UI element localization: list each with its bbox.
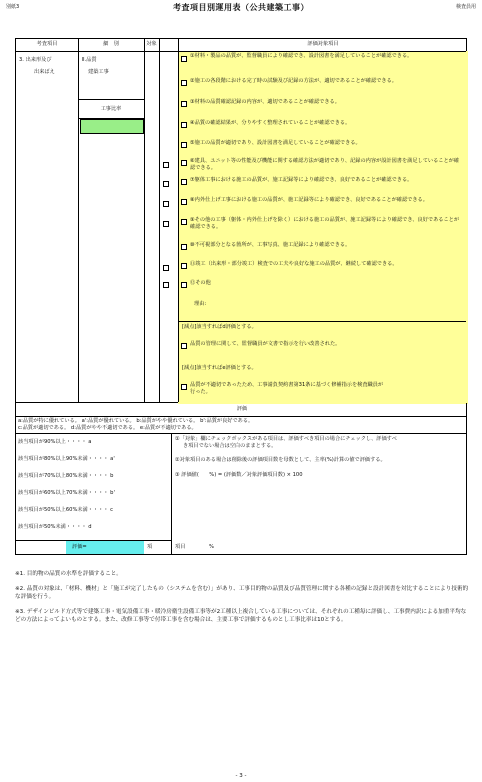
instruction-3: ③ 評価値( %) = (評価数／対象評価項目数) × 100 xyxy=(175,472,303,478)
page-title: 考査項目別運用表（公共建築工事） xyxy=(173,3,309,12)
instruction-1b: き項目でない場合は空白のままとする。 xyxy=(183,443,277,449)
category-line2: 出来ばえ xyxy=(34,69,55,75)
target-checkbox-6[interactable] xyxy=(163,162,169,168)
item-checkbox-11[interactable] xyxy=(181,263,187,269)
criterion-d: 該当項目が50%未満・・・・ d xyxy=(18,524,92,530)
item-checkbox-9[interactable] xyxy=(181,219,187,225)
item-6: ⑥建具、ユニット等の性能及び機能に関する確認方法が適切であり、記録の内容が設計図書を満足していることが確認できる。 xyxy=(190,158,460,171)
weight-label: 工事比率 xyxy=(78,99,144,119)
evaluation-percent: % xyxy=(209,544,214,550)
item-checkbox-5[interactable] xyxy=(181,142,187,148)
item-7: ⑦躯体工事における施工の品質が、施工記録等により確認でき、良好であることが確認できる。 xyxy=(190,177,413,183)
weight-input[interactable] xyxy=(80,119,144,134)
page-number: - 3 - xyxy=(235,773,247,779)
item-3: ③材料の品質確認記録の内容が、適切であることが確認できる。 xyxy=(190,99,340,105)
item-1: ①材料・製品の品質が、監督職員により確認でき、設計図書を満足していることが確認できる。 xyxy=(190,53,413,59)
item-4: ④品質の確認結果が、分りやすく整理されていることが確認できる。 xyxy=(190,120,351,126)
criterion-c: 該当項目が50%以上60%未満・・・・ c xyxy=(18,507,113,513)
item-checkbox-6[interactable] xyxy=(181,160,187,166)
target-checkbox-12[interactable] xyxy=(163,282,169,288)
evaluation-items-label: 項目 xyxy=(175,544,186,550)
instruction-2: ②対象項目のある場合は削除後の評価項目数を母数として、主率(%)計算の値で評価する。 xyxy=(175,457,386,463)
evaluation-section xyxy=(15,403,467,555)
subcategory-line2: 建築工事 xyxy=(88,69,109,75)
item-checkbox-3[interactable] xyxy=(181,101,187,107)
item-11: ⑪竣工（出来形・部分竣工）検査での工夫や良好な施工の品質が、継続して確認できる。 xyxy=(190,261,398,267)
item-checkbox-8[interactable] xyxy=(181,199,187,205)
deduction-e-item: 品質が不適切であったため、工事請負契約書第31条に基づく修補指示を検査職員が xyxy=(190,382,384,388)
evaluation-unit: 項 xyxy=(147,544,153,550)
deduction-d-note: [減点]該当すればd評価とする。 xyxy=(182,324,257,330)
item-2: ②施工の各段階における完了時の試験及び記録の方法が、適切であることが確認できる。 xyxy=(190,78,397,84)
column-header-items: 評価対象項目 xyxy=(307,41,339,47)
criterion-b: 該当項目が70%以上80%未満・・・・ b xyxy=(18,473,114,479)
note-2: ※2. 品質の対象は、「材料、機材」と「施工が完了したもの（システムを含む）」があり、工事目的物の品質及び品質管理に関する各種の記録と設計図書を対比することにより技術的な評価を行う。 xyxy=(15,586,469,600)
item-checkbox-4[interactable] xyxy=(181,122,187,128)
deduction-e-checkbox[interactable] xyxy=(181,384,187,390)
target-checkbox-11[interactable] xyxy=(163,265,169,271)
subcategory-line1: Ⅱ.品質 xyxy=(82,57,97,63)
category-line1: 3. 出来形及び xyxy=(19,57,52,63)
target-checkbox-9[interactable] xyxy=(163,221,169,227)
criterion-a: 該当項目が90%以上・・・・ a xyxy=(18,439,92,445)
criterion-b-prime: 該当項目が60%以上70%未満・・・・ b' xyxy=(18,490,115,496)
item-checkbox-1[interactable] xyxy=(181,56,187,62)
instruction-1a: ①「対象」欄にチェックボックスがある項目は、評価すべき項目の場合にチェックし、評価すべ xyxy=(175,436,397,442)
target-checkbox-7[interactable] xyxy=(163,181,169,187)
item-12: ⑫その他 xyxy=(190,280,211,286)
column-header-subcategory: 細 別 xyxy=(103,41,119,47)
item-8: ⑧内外仕上げ工事における施工の品質が、施工記録等により確認でき、良好であることが確認できる。 xyxy=(190,197,428,203)
deduction-d-checkbox[interactable] xyxy=(181,343,187,349)
evaluation-title: 評価 xyxy=(236,406,248,412)
note-3: ※3. デザインビルド方式等で建築工事・電気設備工事・暖冷房衛生設備工事等が2工種以上複合している工事については、それぞれの工種毎に評価し、工事費内訳による加重平均などの方法によってよいものとする。また、改修工事等で付帯工事を含む場合は、主要工事で評価するものとし工事比率は10とする。 xyxy=(15,609,467,623)
item-9: ⑨その他の工事（躯体・内外仕上げを除く）における施工の品質が、施工記録等により確認でき、良好であることが確認できる。 xyxy=(190,217,460,230)
item-checkbox-2[interactable] xyxy=(181,80,187,86)
deduction-d-item: 品質の管理に関して、監督職員が文書で指示を行い改善された。 xyxy=(190,341,341,347)
criterion-a-prime: 該当項目が80%以上90%未満・・・・ a' xyxy=(18,456,115,462)
reason-label: 理由: xyxy=(194,301,207,307)
audience-label: 検査員用 xyxy=(455,4,476,10)
column-header-category: 考査項目 xyxy=(36,41,58,47)
grade-legend-2: c:品質が適切である。 d:品質がやや不適切である。 e:品質が不適切である。 xyxy=(18,425,197,431)
column-header-target: 対象 xyxy=(146,41,157,47)
deduction-e-note: [減点]該当すればe評価とする。 xyxy=(182,365,257,371)
document-id: 別紙3 xyxy=(6,4,20,10)
item-10: ⑩不可視部分となる箇所が、工事写真、施工記録により確認できる。 xyxy=(190,242,351,248)
item-checkbox-7[interactable] xyxy=(181,179,187,185)
note-1: ※1. 目的物の品質の水準を評価すること。 xyxy=(15,571,122,577)
item-checkbox-12[interactable] xyxy=(181,282,187,288)
evaluation-table xyxy=(15,38,467,403)
evaluation-result-label: 評価= xyxy=(72,544,87,550)
item-5: ⑤施工の品質が適切であり、設計図書を満足していることが確認できる。 xyxy=(190,140,361,146)
item-checkbox-10[interactable] xyxy=(181,244,187,250)
target-checkbox-8[interactable] xyxy=(163,201,169,207)
grade-legend-1: a:品質が特に優れている。 a':品質が優れている。 b:品質がやや優れている。 b':品質が良好である。 xyxy=(18,418,254,424)
deduction-e-item-cont: 行った。 xyxy=(190,389,211,395)
